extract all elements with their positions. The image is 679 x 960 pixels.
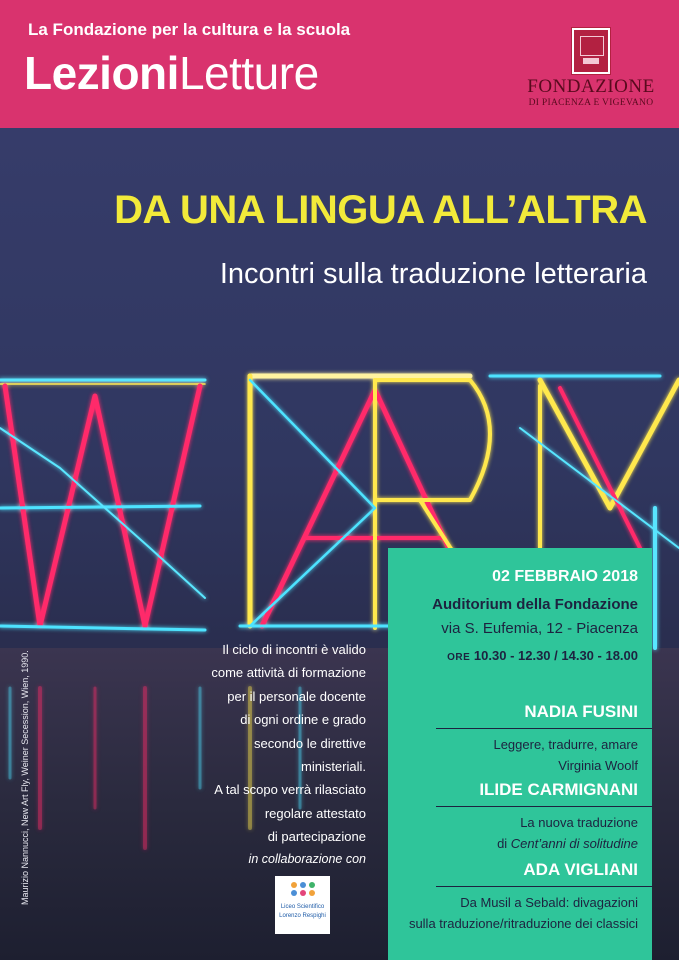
hours-value: 10.30 - 12.30 / 14.30 - 18.00	[473, 648, 638, 663]
artwork-credit: Maurizio Nannucci, New Art Fly, Weiner Secession, Wien, 1990.	[20, 650, 30, 905]
fondazione-seal-icon	[572, 28, 610, 74]
book-title: Cent’anni di solitudine	[510, 836, 638, 851]
logo-subtitle: DI PIACENZA E VIGEVANO	[528, 98, 654, 108]
school-name-1: Liceo Scientifico	[280, 904, 325, 910]
fondazione-logo	[516, 28, 666, 118]
school-logo-icon	[291, 882, 315, 902]
hours-prefix: ORE	[447, 652, 471, 663]
brand-light: Letture	[178, 47, 319, 99]
event-panel	[388, 548, 652, 960]
note-line: per il personale docente	[227, 688, 366, 704]
talk-line	[497, 833, 638, 854]
poster-subtitle: Incontri sulla traduzione letteraria	[219, 258, 647, 290]
school-logo	[275, 876, 330, 934]
speaker-name: ADA VIGLIANI	[523, 860, 638, 879]
talk-title	[497, 812, 638, 854]
divider	[436, 728, 652, 729]
training-note	[190, 638, 366, 849]
divider	[436, 886, 652, 887]
note-line: di ogni ordine e grado	[240, 712, 366, 728]
talk-line: Virginia Woolf	[558, 758, 638, 773]
speaker-name: NADIA FUSINI	[524, 702, 638, 721]
note-line: Il ciclo di incontri è valido	[222, 642, 366, 657]
header-kicker: La Fondazione per la cultura e la scuola	[28, 20, 351, 39]
event-hours	[447, 648, 638, 663]
note-line: come attività di formazione	[211, 665, 366, 681]
talk-line: Da Musil a Sebald: divagazioni	[460, 895, 638, 910]
event-address: via S. Eufemia, 12 - Piacenza	[441, 620, 638, 637]
divider	[436, 806, 652, 807]
note-line: secondo le direttive ministeriali.	[253, 735, 366, 775]
event-date: 02 FEBBRAIO 2018	[492, 568, 638, 585]
talk-line: Leggere, tradurre, amare	[493, 737, 638, 752]
talk-line: La nuova traduzione	[520, 815, 638, 830]
poster-title: DA UNA LINGUA ALL’ALTRA	[114, 188, 647, 232]
event-venue: Auditorium della Fondazione	[432, 596, 638, 613]
speaker-name: ILIDE CARMIGNANI	[479, 780, 638, 799]
note-line: di partecipazione	[267, 829, 366, 845]
talk-prefix: di	[497, 836, 511, 851]
logo-name: FONDAZIONE	[527, 76, 655, 97]
school-name-2: Lorenzo Respighi	[279, 913, 326, 919]
collaboration-label: in collaborazione con	[248, 852, 366, 866]
talk-title	[409, 892, 638, 934]
note-line: A tal scopo verrà rilasciato	[214, 782, 366, 798]
talk-title	[493, 734, 638, 776]
brand-title	[24, 47, 319, 99]
header-band	[0, 0, 679, 128]
brand-bold: Lezioni	[24, 47, 179, 99]
talk-line: sulla traduzione/ritraduzione dei classici	[408, 916, 638, 931]
note-line: regolare attestato	[264, 805, 366, 821]
